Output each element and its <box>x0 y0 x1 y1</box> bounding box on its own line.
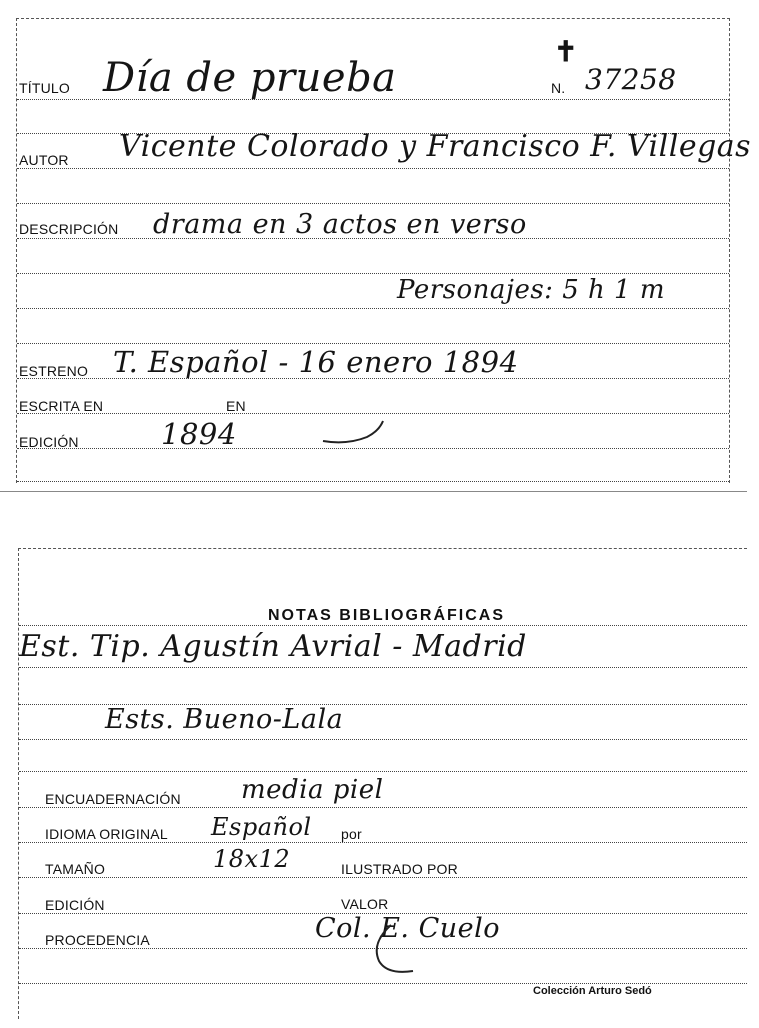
encuadernacion-value: media piel <box>241 775 384 805</box>
card-separator <box>0 491 747 492</box>
cross-mark: ✝ <box>554 35 578 68</box>
en-label: EN <box>226 398 246 414</box>
collection-credit: Colección Arturo Sedó <box>533 985 652 997</box>
ruled-line <box>17 481 729 482</box>
titulo-value: Día de prueba <box>103 55 397 101</box>
numero-label: N. <box>551 80 566 96</box>
note-line-1: Est. Tip. Agustín Avrial - Madrid <box>19 629 527 664</box>
ruled-line <box>19 739 747 740</box>
numero-value: 37258 <box>585 63 677 96</box>
ruled-line <box>19 842 747 843</box>
ruled-line <box>19 877 747 878</box>
ruled-line <box>19 625 747 626</box>
edicion-value: 1894 <box>161 417 237 451</box>
edicion-back-label: EDICIÓN <box>45 897 105 913</box>
ruled-line <box>17 203 729 204</box>
note-line-2: Ests. Bueno-Lala <box>105 704 344 735</box>
ruled-line <box>17 308 729 309</box>
valor-label: VALOR <box>341 896 389 912</box>
estreno-label: ESTRENO <box>19 363 89 379</box>
ruled-line <box>17 273 729 274</box>
por-label: por <box>341 826 362 842</box>
idioma-value: Español <box>211 813 312 841</box>
ruled-line <box>19 667 747 668</box>
autor-value: Vicente Colorado y Francisco F. Villegas <box>119 129 752 164</box>
tamano-label: TAMAÑO <box>45 861 106 877</box>
ruled-line <box>19 983 747 984</box>
tamano-value: 18x12 <box>213 845 291 873</box>
ruled-line <box>17 343 729 344</box>
catalog-card-front <box>16 18 752 483</box>
autor-label: AUTOR <box>19 152 69 168</box>
ruled-line <box>19 807 747 808</box>
encuadernacion-label: ENCUADERNACIÓN <box>45 791 181 807</box>
descripcion-label: DESCRIPCIÓN <box>19 221 119 237</box>
ruled-line <box>19 771 747 772</box>
ruled-line <box>17 413 729 414</box>
edicion-label: EDICIÓN <box>19 434 79 450</box>
estreno-value: T. Español - 16 enero 1894 <box>113 345 519 379</box>
pen-loop-mark <box>369 921 429 981</box>
descripcion-value: drama en 3 actos en verso <box>153 209 527 240</box>
personajes-value: Personajes: 5 h 1 m <box>397 275 665 305</box>
pen-stroke-mark <box>321 417 391 447</box>
procedencia-label: PROCEDENCIA <box>45 932 150 948</box>
titulo-label: TÍTULO <box>19 80 70 96</box>
ilustrado-label: ILUSTRADO POR <box>341 861 458 877</box>
idioma-label: IDIOMA ORIGINAL <box>45 826 168 842</box>
catalog-card-back <box>18 548 747 1019</box>
procedencia-value: Col. E. Cuelo <box>315 913 501 944</box>
ruled-line <box>17 448 729 449</box>
ruled-line <box>17 168 729 169</box>
notas-heading: NOTAS BIBLIOGRÁFICAS <box>268 607 506 624</box>
escrita-en-label: ESCRITA EN <box>19 398 104 414</box>
